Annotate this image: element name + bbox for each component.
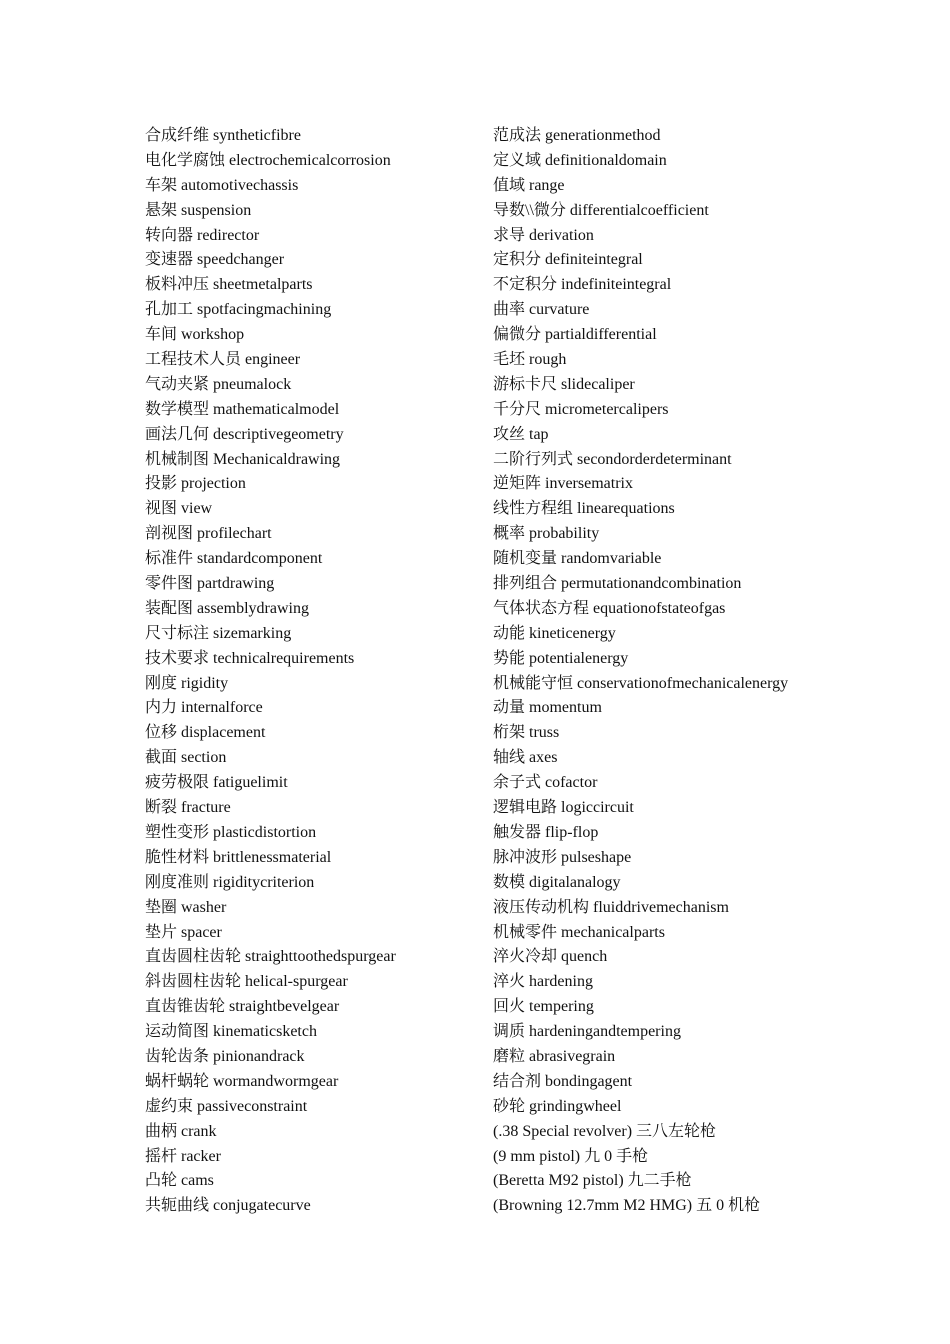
glossary-entry: 游标卡尺 slidecaliper <box>493 375 635 393</box>
glossary-entry: 随机变量 randomvariable <box>493 550 662 568</box>
glossary-entry: 投影 projection <box>145 475 246 493</box>
glossary-entry: 标准件 standardcomponent <box>145 550 323 568</box>
glossary-entry: 垫片 spacer <box>145 923 222 941</box>
glossary-entry: 脉冲波形 pulseshape <box>493 848 632 866</box>
glossary-entry: 摇杆 racker <box>145 1147 221 1165</box>
glossary-entry: 概率 probability <box>493 525 600 543</box>
glossary-entry: 机械制图 Mechanicaldrawing <box>145 450 341 468</box>
glossary-entry: 曲柄 crank <box>145 1122 217 1140</box>
glossary-entry: 磨粒 abrasivegrain <box>493 1047 616 1065</box>
glossary-entry: 数模 digitalanalogy <box>493 873 621 891</box>
glossary-entry: 逆矩阵 inversematrix <box>493 475 633 493</box>
glossary-entry: 结合剂 bondingagent <box>493 1072 633 1090</box>
glossary-entry: 求导 derivation <box>493 226 594 244</box>
glossary-entry: 齿轮齿条 pinionandrack <box>145 1047 305 1065</box>
glossary-entry: 桁架 truss <box>493 724 560 742</box>
glossary-entry: 触发器 flip-flop <box>493 823 599 841</box>
glossary-entry: 值域 range <box>493 176 565 194</box>
glossary-entry: 定义域 definitionaldomain <box>493 151 667 169</box>
glossary-entry: 变速器 speedchanger <box>145 251 285 269</box>
glossary-entry: 垫圈 washer <box>145 898 227 916</box>
glossary-entry: 脆性材料 brittlenessmaterial <box>145 848 332 866</box>
glossary-entry: 虚约束 passiveconstraint <box>145 1097 308 1115</box>
glossary-entry: 直齿圆柱齿轮 straighttoothedspurgear <box>145 948 396 966</box>
glossary-entry: 零件图 partdrawing <box>145 575 275 593</box>
glossary-entry: 导数\\微分 differentialcoefficient <box>493 201 709 219</box>
glossary-entry: 工程技术人员 engineer <box>145 351 301 369</box>
glossary-entry: 运动简图 kinematicsketch <box>145 1023 317 1041</box>
glossary-entry: 技术要求 technicalrequirements <box>145 649 355 667</box>
glossary-entry: 断裂 fracture <box>145 799 231 817</box>
glossary-entry: 机械能守恒 conservationofmechanicalenergy <box>493 674 789 692</box>
glossary-entry: 合成纤维 syntheticfibre <box>145 127 301 144</box>
glossary-entry: 车架 automotivechassis <box>145 176 299 194</box>
glossary-entry: 动量 momentum <box>493 699 602 717</box>
glossary-entry: 画法几何 descriptivegeometry <box>145 425 344 443</box>
glossary-entry: 千分尺 micrometercalipers <box>493 400 669 418</box>
glossary-entry: 蜗杆蜗轮 wormandwormgear <box>145 1072 339 1090</box>
glossary-entry: 塑性变形 plasticdistortion <box>145 823 317 841</box>
glossary-entry: 定积分 definiteintegral <box>493 251 643 269</box>
glossary-entry: 悬架 suspension <box>145 201 252 219</box>
glossary-entry: 曲率 curvature <box>493 301 590 319</box>
glossary-entry: 砂轮 grindingwheel <box>493 1097 622 1115</box>
glossary-entry: 偏微分 partialdifferential <box>493 326 657 344</box>
glossary-entry: 范成法 generationmethod <box>493 127 661 144</box>
glossary-entry: 直齿锥齿轮 straightbevelgear <box>145 998 340 1016</box>
glossary-entry: 势能 potentialenergy <box>493 649 629 667</box>
glossary-entry: 数学模型 mathematicalmodel <box>145 400 340 418</box>
glossary-entry: 转向器 redirector <box>145 226 260 244</box>
glossary-entry: 共轭曲线 conjugatecurve <box>145 1197 311 1215</box>
glossary-entry: 不定积分 indefiniteintegral <box>493 276 672 294</box>
glossary-entry: 疲劳极限 fatiguelimit <box>145 774 288 792</box>
glossary-entry: 尺寸标注 sizemarking <box>145 624 292 642</box>
glossary-entry: 余子式 cofactor <box>493 774 598 792</box>
glossary-entry: 逻辑电路 logiccircuit <box>493 799 634 817</box>
glossary-entry: (9 mm pistol) 九 0 手枪 <box>493 1147 649 1165</box>
glossary-entry: 视图 view <box>145 500 213 518</box>
glossary-entry: 液压传动机构 fluiddrivemechanism <box>493 898 729 916</box>
glossary-entry: 轴线 axes <box>493 749 558 767</box>
glossary-entry: 攻丝 tap <box>493 425 549 443</box>
glossary-entry: 装配图 assemblydrawing <box>145 599 309 617</box>
glossary-entry: 淬火冷却 quench <box>493 948 608 966</box>
glossary-entry: 淬火 hardening <box>493 973 593 991</box>
glossary-entry: 毛坯 rough <box>493 351 567 369</box>
glossary-entry: 剖视图 profilechart <box>145 525 272 543</box>
glossary-entry: 排列组合 permutationandcombination <box>493 575 742 593</box>
glossary-entry: 板料冲压 sheetmetalparts <box>145 276 313 294</box>
glossary-entry: (Beretta M92 pistol) 九二手枪 <box>493 1172 692 1190</box>
glossary-entry: 内力 internalforce <box>145 699 263 717</box>
glossary-entry: 位移 displacement <box>145 724 266 742</box>
glossary-entry: 二阶行列式 secondorderdeterminant <box>493 450 732 468</box>
glossary-entry: 气动夹紧 pneumalock <box>145 375 292 393</box>
glossary-entry: 线性方程组 linearequations <box>493 500 675 518</box>
glossary-entry: 机械零件 mechanicalparts <box>493 923 665 941</box>
glossary-entry: 刚度 rigidity <box>145 674 229 692</box>
glossary-entry: 刚度准则 rigiditycriterion <box>145 873 315 891</box>
glossary-entry: 车间 workshop <box>145 326 245 344</box>
glossary-entry: (.38 Special revolver) 三八左轮枪 <box>493 1122 717 1140</box>
right-term-column <box>493 124 913 1219</box>
glossary-entry: 气体状态方程 equationofstateofgas <box>493 599 726 617</box>
glossary-entry: 凸轮 cams <box>145 1172 214 1190</box>
glossary-entry: 回火 tempering <box>493 998 594 1016</box>
glossary-entry: 孔加工 spotfacingmachining <box>145 301 332 319</box>
glossary-entry: 截面 section <box>145 749 227 767</box>
left-term-column <box>145 124 475 1219</box>
glossary-entry: (Browning 12.7mm M2 HMG) 五 0 机枪 <box>493 1197 761 1215</box>
glossary-entry: 斜齿圆柱齿轮 helical-spurgear <box>145 973 348 991</box>
glossary-entry: 调质 hardeningandtempering <box>493 1023 681 1041</box>
glossary-entry: 动能 kineticenergy <box>493 624 616 642</box>
glossary-entry: 电化学腐蚀 electrochemicalcorrosion <box>145 151 391 169</box>
